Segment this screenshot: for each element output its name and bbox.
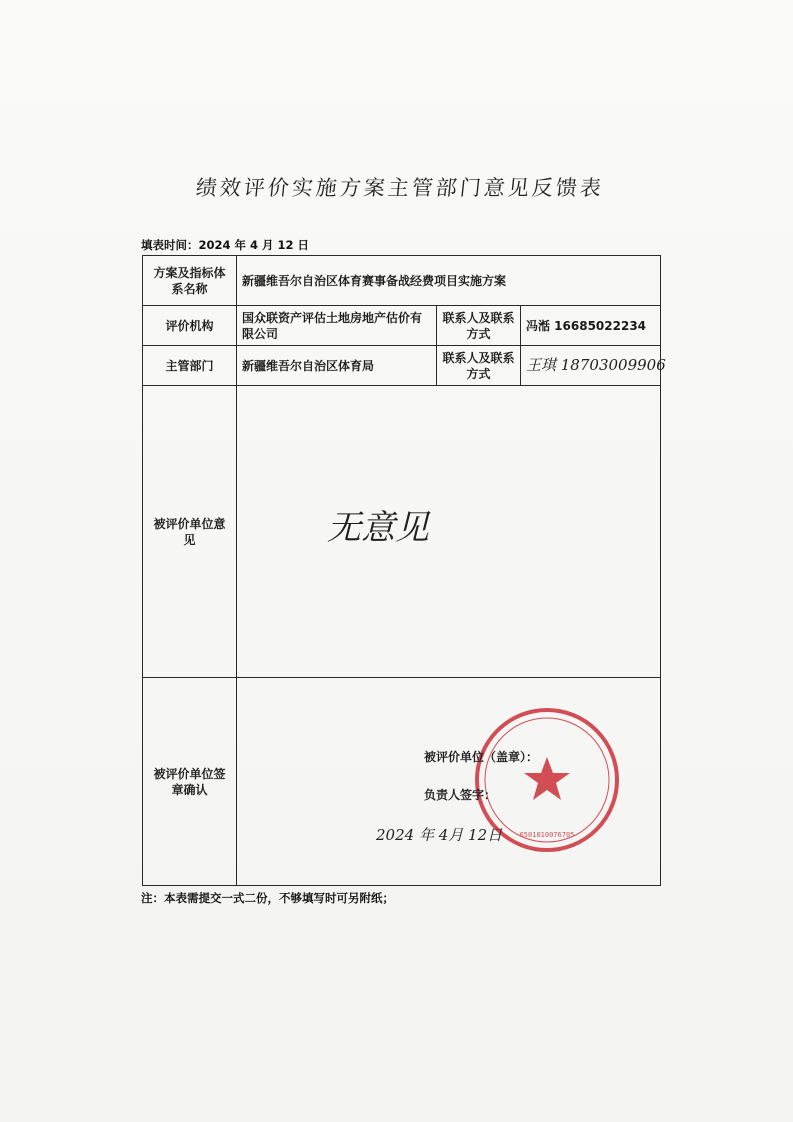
dept-contact-label: 联系人及联系方式 bbox=[437, 346, 521, 386]
plan-label: 方案及指标体系名称 bbox=[143, 256, 237, 306]
opinion-label: 被评价单位意见 bbox=[143, 386, 237, 678]
opinion-row bbox=[143, 386, 661, 678]
dept-row bbox=[143, 346, 661, 386]
unit-stamp-label: 被评价单位（盖章）： bbox=[424, 750, 539, 764]
plan-row bbox=[143, 256, 661, 306]
person-sign-label: 负责人签字： bbox=[424, 788, 497, 802]
agency-label: 评价机构 bbox=[143, 306, 237, 346]
document-title: 绩效评价实施方案主管部门意见反馈表 bbox=[194, 176, 606, 200]
seal-number: 6501010076705 bbox=[519, 831, 575, 839]
agency-row bbox=[143, 306, 661, 346]
agency-contact-label: 联系人及联系方式 bbox=[437, 306, 521, 346]
opinion-value: 无意见 bbox=[327, 508, 429, 548]
agency-value: 国众联资产评估土地房地产估价有限公司 bbox=[237, 306, 437, 346]
agency-contact-value: 冯湉 16685022234 bbox=[521, 306, 661, 346]
plan-value: 新疆维吾尔自治区体育赛事备战经费项目实施方案 bbox=[237, 256, 661, 306]
fill-time: 填表时间：2024 年 4 月 12 日 bbox=[141, 238, 310, 252]
dept-label: 主管部门 bbox=[143, 346, 237, 386]
footnote: 注：本表需提交一式二份，不够填写时可另附纸； bbox=[141, 891, 394, 905]
sign-date: 2024 年 4月 12日 bbox=[376, 826, 503, 844]
confirm-label: 被评价单位签章确认 bbox=[143, 678, 237, 886]
dept-value: 新疆维吾尔自治区体育局 bbox=[237, 346, 437, 386]
dept-contact-value: 王琪 18703009906 bbox=[526, 356, 666, 374]
